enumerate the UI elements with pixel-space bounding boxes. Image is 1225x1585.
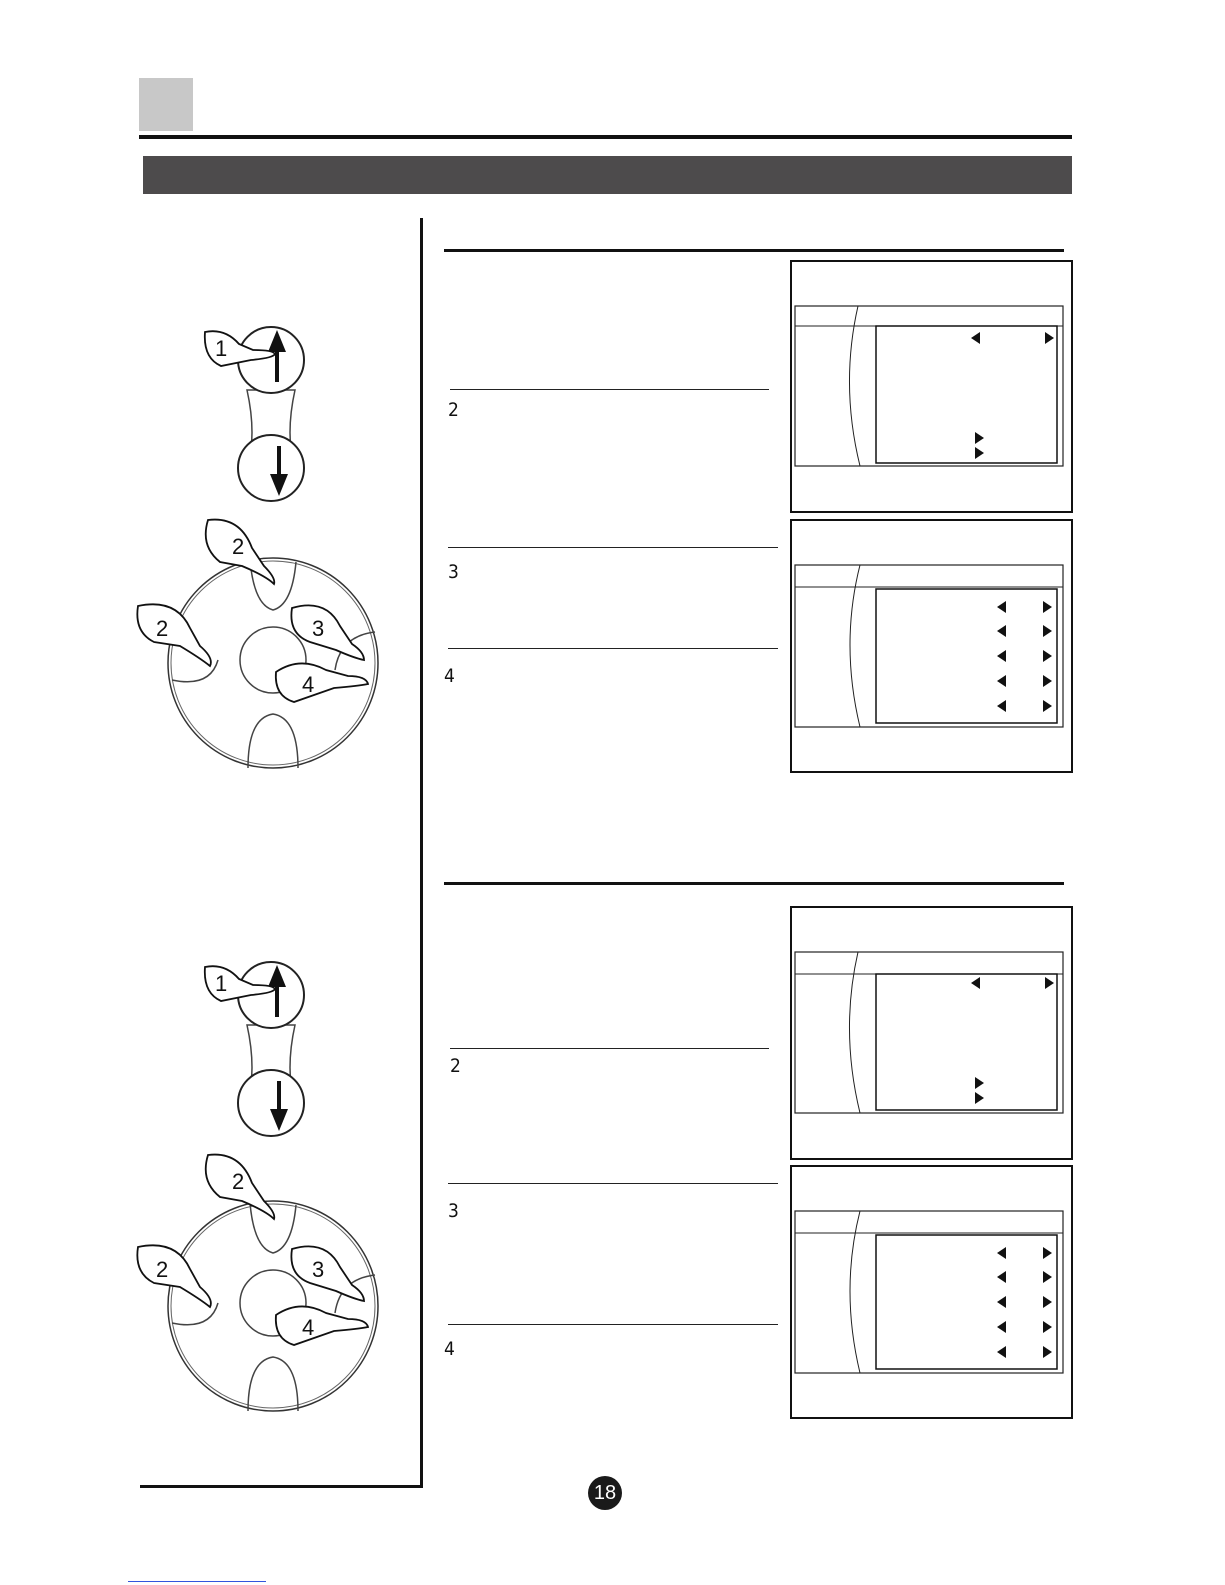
step-rule [450, 389, 769, 390]
dpad-label-center: 4 [302, 672, 315, 697]
dpad-illustration [130, 510, 390, 780]
dpad-illustration [130, 1143, 390, 1423]
left-column-bottom-rule [140, 1485, 423, 1488]
column-divider [420, 218, 423, 1488]
osd-menu-screen [790, 260, 1073, 513]
dpad-label-right: 3 [312, 616, 325, 641]
step-rule [448, 1183, 778, 1184]
section-2-rule [444, 882, 1064, 885]
dpad-label-left: 2 [156, 1257, 169, 1282]
step-number: 2 [450, 1055, 461, 1077]
step-number: 2 [448, 399, 459, 421]
press-label-1: 1 [215, 336, 228, 361]
header-rule [139, 135, 1072, 139]
step-number: 4 [444, 1338, 455, 1360]
dpad-label-left: 2 [156, 616, 169, 641]
step-number: 3 [448, 1200, 459, 1222]
chapter-marker [139, 78, 193, 131]
dpad-label-top: 2 [232, 1169, 245, 1194]
step-rule [448, 1324, 778, 1325]
step-number: 4 [444, 665, 455, 687]
osd-menu-screen [790, 906, 1073, 1160]
section-banner [143, 156, 1072, 194]
section-1-rule [444, 249, 1064, 252]
dpad-label-center: 4 [302, 1315, 315, 1340]
dpad-label-right: 3 [312, 1257, 325, 1282]
step-number: 3 [448, 561, 459, 583]
press-label-1: 1 [215, 971, 228, 996]
footer-link-underline [128, 1581, 266, 1582]
step-rule [448, 547, 778, 548]
step-rule [450, 1048, 769, 1049]
updown-button-illustration [195, 955, 325, 1145]
osd-menu-screen [790, 1165, 1073, 1419]
page-number: 18 [588, 1476, 622, 1510]
updown-button-illustration [195, 320, 325, 510]
dpad-label-top: 2 [232, 534, 245, 559]
step-rule [448, 648, 778, 649]
osd-menu-screen [790, 519, 1073, 773]
